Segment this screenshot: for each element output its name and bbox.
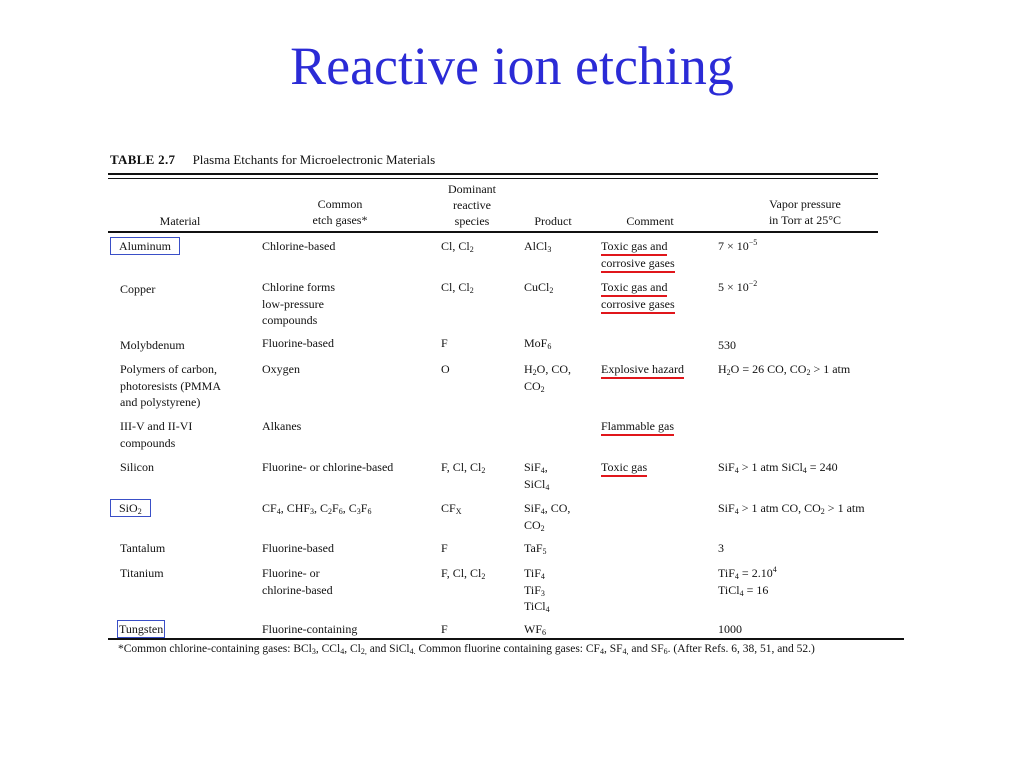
vapor-tantalum: 3	[718, 541, 724, 555]
material-titanium: Titanium	[120, 566, 164, 580]
species-aluminum: Cl, $Cl_2$	[441, 239, 474, 254]
product-copper: CuCl$_2$	[524, 280, 554, 295]
species-sio2: $CF_X$	[441, 501, 462, 516]
gases-iii-v: Alkanes	[262, 419, 302, 433]
product-polymers: $H_2O$, CO, $CO_2$	[524, 362, 572, 394]
vapor-polymers: $H_2O = 26$ CO, $CO_2 > 1$ atm	[718, 362, 851, 377]
comment-silicon: Toxic gas	[601, 459, 647, 476]
header-vapor-pressure: Vapor pressure in Torr at 25°C	[768, 197, 842, 227]
material-sio2: SiO$_2$	[110, 499, 151, 517]
top-rule-thin	[108, 178, 878, 179]
gases-tungsten: Fluorine-containing	[262, 622, 358, 636]
comment-copper: Toxic gas and corrosive gases	[601, 279, 675, 312]
bottom-rule	[108, 638, 904, 640]
header-comment: Comment	[626, 214, 674, 228]
table-footnote: *Common chlorine-containing gases: BCl$_3$, CCl$_4$, $Cl_{2,}$ and SiCl$_{4.}$ Common fluorine containing gases: $CF_4$, $SF_{4,}$ and $SF_6$. (After Refs. 6, 38, 51, and 52.)	[118, 643, 815, 656]
header-etch-gases: Common etch gases*	[312, 197, 368, 227]
comment-aluminum: Toxic gas and corrosive gases	[601, 238, 675, 271]
material-polymers: Polymers of carbon, photoresists (PMMA and polystyrene)	[120, 362, 222, 409]
gases-molybdenum: Fluorine-based	[262, 336, 334, 350]
material-molybdenum: Molybdenum	[120, 338, 185, 352]
species-molybdenum: F	[441, 336, 448, 350]
product-tungsten: $WF_6$	[524, 622, 546, 637]
material-aluminum: Aluminum	[110, 237, 180, 255]
product-molybdenum: MoF$_6$	[524, 336, 552, 351]
vapor-titanium: $TiF_4 = 2.10^4$ TiCl$_4$ = 16	[718, 565, 777, 598]
gases-titanium: Fluorine- or chlorine-based	[262, 566, 333, 597]
product-sio2: SiF$_4$, CO, $CO_2$	[524, 501, 571, 533]
table-caption	[110, 152, 435, 168]
product-tantalum: TaF$_5$	[524, 541, 547, 556]
slide-title: Reactive ion etching	[290, 36, 734, 96]
species-copper: Cl, $Cl_2$	[441, 280, 474, 295]
vapor-tungsten: 1000	[718, 622, 742, 636]
material-copper: Copper	[120, 282, 156, 296]
species-titanium: F, Cl, $Cl_2$	[441, 566, 486, 581]
species-tantalum: F	[441, 541, 448, 555]
vapor-silicon: SiF$_4$ > 1 atm SiCl$_4$ = 240	[718, 460, 838, 475]
top-rule	[108, 173, 878, 175]
material-silicon: Silicon	[120, 460, 155, 474]
caption-title: Plasma Etchants for Microelectronic Materials	[192, 152, 436, 167]
vapor-molybdenum: 530	[718, 338, 736, 352]
species-silicon: F, Cl, $Cl_2$	[441, 460, 486, 475]
vapor-sio2: SiF$_4$ > 1 atm CO, $CO_2 > 1$ atm	[718, 501, 865, 516]
gases-sio2: $CF_4$, $CHF_3$, $C_2F_6$, $C_3F_6$	[262, 501, 372, 516]
product-silicon: SiF$_4$, SiCl$_4$	[524, 460, 550, 492]
vapor-aluminum: $7 \times 10^{-5}$	[718, 238, 758, 253]
caption-label: TABLE 2.7	[110, 152, 176, 167]
vapor-copper: $5 \times 10^{-2}$	[718, 279, 758, 294]
header-product: Product	[534, 214, 572, 228]
header-reactive-species: Dominant reactive species	[448, 182, 496, 228]
material-iii-v: III-V and II-VI compounds	[120, 419, 193, 450]
species-tungsten: F	[441, 622, 448, 636]
header-rule	[108, 231, 878, 233]
header-material: Material	[159, 214, 201, 228]
gases-copper: Chlorine forms low-pressure compounds	[262, 280, 335, 327]
gases-polymers: Oxygen	[262, 362, 300, 376]
comment-iii-v: Flammable gas	[601, 418, 674, 435]
gases-tantalum: Fluorine-based	[262, 541, 334, 555]
material-tungsten: Tungsten	[119, 622, 164, 636]
gases-aluminum: Chlorine-based	[262, 239, 336, 253]
material-tantalum: Tantalum	[120, 541, 166, 555]
product-titanium: TiF$_4$ TiF$_3$ TiCl$_4$	[524, 566, 550, 614]
comment-polymers: Explosive hazard	[601, 361, 684, 378]
product-aluminum: AlCl$_3$	[524, 239, 552, 254]
species-polymers: O	[441, 362, 450, 376]
gases-silicon: Fluorine- or chlorine-based	[262, 460, 394, 474]
